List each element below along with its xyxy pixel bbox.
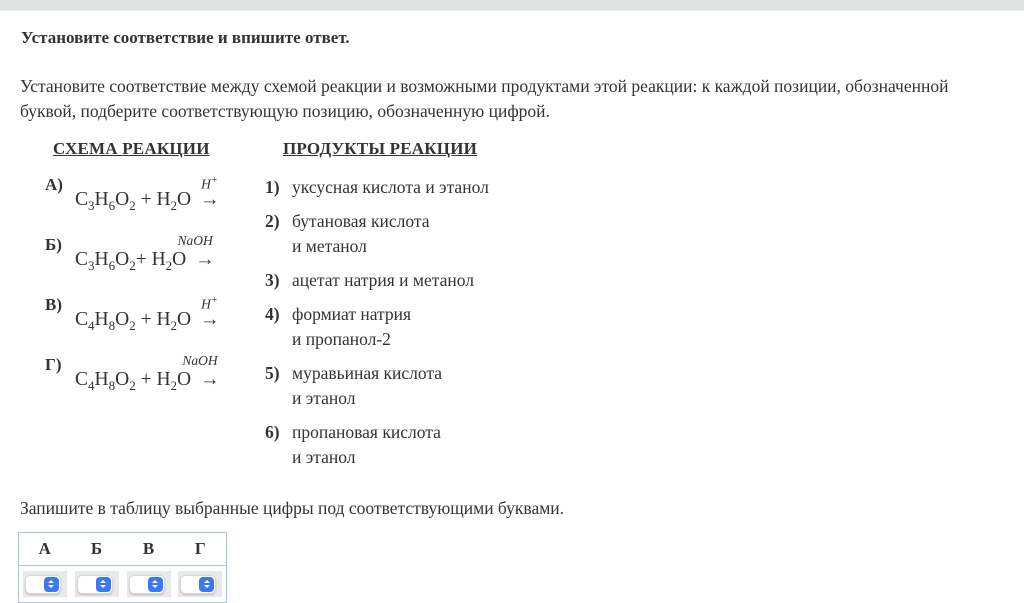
chevron-down-icon	[152, 585, 158, 588]
answer-select-b[interactable]	[77, 575, 113, 594]
answer-column-g: Г	[175, 533, 227, 566]
reaction-formula: $C_3H_6O_2 + H_2O$ →	[75, 189, 220, 213]
stepper-icon[interactable]	[199, 577, 214, 592]
reaction-equation	[75, 233, 215, 277]
product-text: ацетат натрия и метанол	[292, 270, 475, 290]
answer-select-wrap	[23, 571, 67, 597]
reaction-equation	[75, 353, 220, 397]
reaction-arrow-icon: →	[195, 248, 215, 270]
catalyst-label: H+	[201, 175, 218, 192]
product-number: 6)	[265, 422, 280, 442]
answer-column-a: А	[19, 533, 71, 566]
answer-cell-b	[71, 566, 123, 603]
scheme-letter: А)	[45, 175, 63, 194]
answer-cell-g	[175, 566, 227, 603]
scheme-item-b	[20, 233, 265, 277]
answer-column-v: В	[123, 533, 175, 566]
product-number: 5)	[265, 363, 280, 383]
reaction-arrow-icon: →	[200, 368, 220, 390]
reaction-schemes-column	[20, 139, 265, 479]
product-text: пропановая кислота и этанол	[292, 422, 441, 467]
product-item-3	[265, 268, 489, 293]
product-item-2	[265, 209, 489, 259]
chevron-up-icon	[48, 580, 54, 583]
answer-column-b: Б	[71, 533, 123, 566]
product-item-1	[265, 175, 489, 200]
answer-select-v[interactable]	[129, 575, 165, 594]
top-strip	[0, 0, 1024, 11]
products-header: ПРОДУКТЫ РЕАКЦИИ	[283, 139, 478, 158]
chevron-up-icon	[152, 580, 158, 583]
answer-table-input-row	[19, 566, 227, 603]
reaction-equation	[75, 293, 220, 337]
chevron-down-icon	[48, 585, 54, 588]
answer-select-a[interactable]	[25, 575, 61, 594]
product-item-4	[265, 302, 489, 352]
product-number: 1)	[265, 177, 280, 197]
scheme-letter: Б)	[45, 234, 62, 254]
reaction-arrow-icon: →	[200, 189, 220, 210]
reaction-formula: $C_4H_8O_2 + H_2O$ →	[75, 308, 220, 333]
products-list	[265, 175, 489, 470]
stepper-icon[interactable]	[148, 577, 163, 592]
product-text: формиат натрия и пропанол-2	[292, 304, 412, 349]
chevron-up-icon	[100, 580, 106, 583]
scheme-item-g	[20, 353, 265, 397]
schemes-header: СХЕМА РЕАКЦИИ	[53, 139, 210, 158]
stepper-icon[interactable]	[96, 577, 111, 592]
product-number: 4)	[265, 304, 280, 324]
chevron-down-icon	[204, 585, 210, 588]
answer-select-wrap	[75, 571, 119, 597]
product-number: 3)	[265, 270, 280, 290]
product-text: муравьиная кислота и этанол	[292, 363, 443, 408]
reaction-formula: $C_3H_6O_2+ H_2O$ →	[75, 248, 215, 273]
reaction-products-column	[265, 139, 489, 479]
catalyst-label: NaOH	[177, 232, 213, 248]
task-instruction: Установите соответствие между схемой реакции и возможными продуктами этой реакции: к каждой позиции, обозначенной буквой, подберите соответствующую позицию, обозначенную цифрой.	[20, 76, 949, 121]
scheme-letter: В)	[45, 294, 62, 314]
answer-table-header-row	[19, 533, 227, 566]
answer-select-wrap	[178, 571, 222, 597]
product-item-5	[265, 361, 489, 411]
chevron-down-icon	[100, 585, 106, 588]
answer-cell-a	[19, 566, 71, 603]
scheme-item-a	[20, 173, 265, 217]
scheme-letter: Г)	[45, 354, 62, 374]
answer-instruction: Запишите в таблицу выбранные цифры под соответствующими буквами.	[20, 498, 565, 518]
matching-area	[20, 139, 1004, 479]
answer-select-wrap	[127, 571, 171, 597]
catalyst-label: H+	[201, 294, 218, 312]
product-item-6	[265, 420, 489, 470]
product-number: 2)	[265, 211, 280, 231]
product-text: уксусная кислота и этанол	[292, 177, 489, 197]
reaction-equation	[75, 173, 220, 217]
page-title: Установите соответствие и впишите ответ.	[21, 28, 350, 47]
answer-select-g[interactable]	[180, 575, 216, 594]
answer-table	[18, 532, 227, 603]
stepper-icon[interactable]	[44, 577, 59, 592]
catalyst-label: NaOH	[182, 352, 218, 368]
chevron-up-icon	[204, 580, 210, 583]
quiz-page	[0, 28, 1024, 603]
schemes-list	[20, 173, 265, 397]
product-text: бутановая кислота и метанол	[292, 211, 430, 256]
scheme-item-v	[20, 293, 265, 337]
reaction-arrow-icon: →	[200, 308, 220, 330]
reaction-formula: $C_4H_8O_2 + H_2O$ →	[75, 368, 220, 393]
answer-cell-v	[123, 566, 175, 603]
